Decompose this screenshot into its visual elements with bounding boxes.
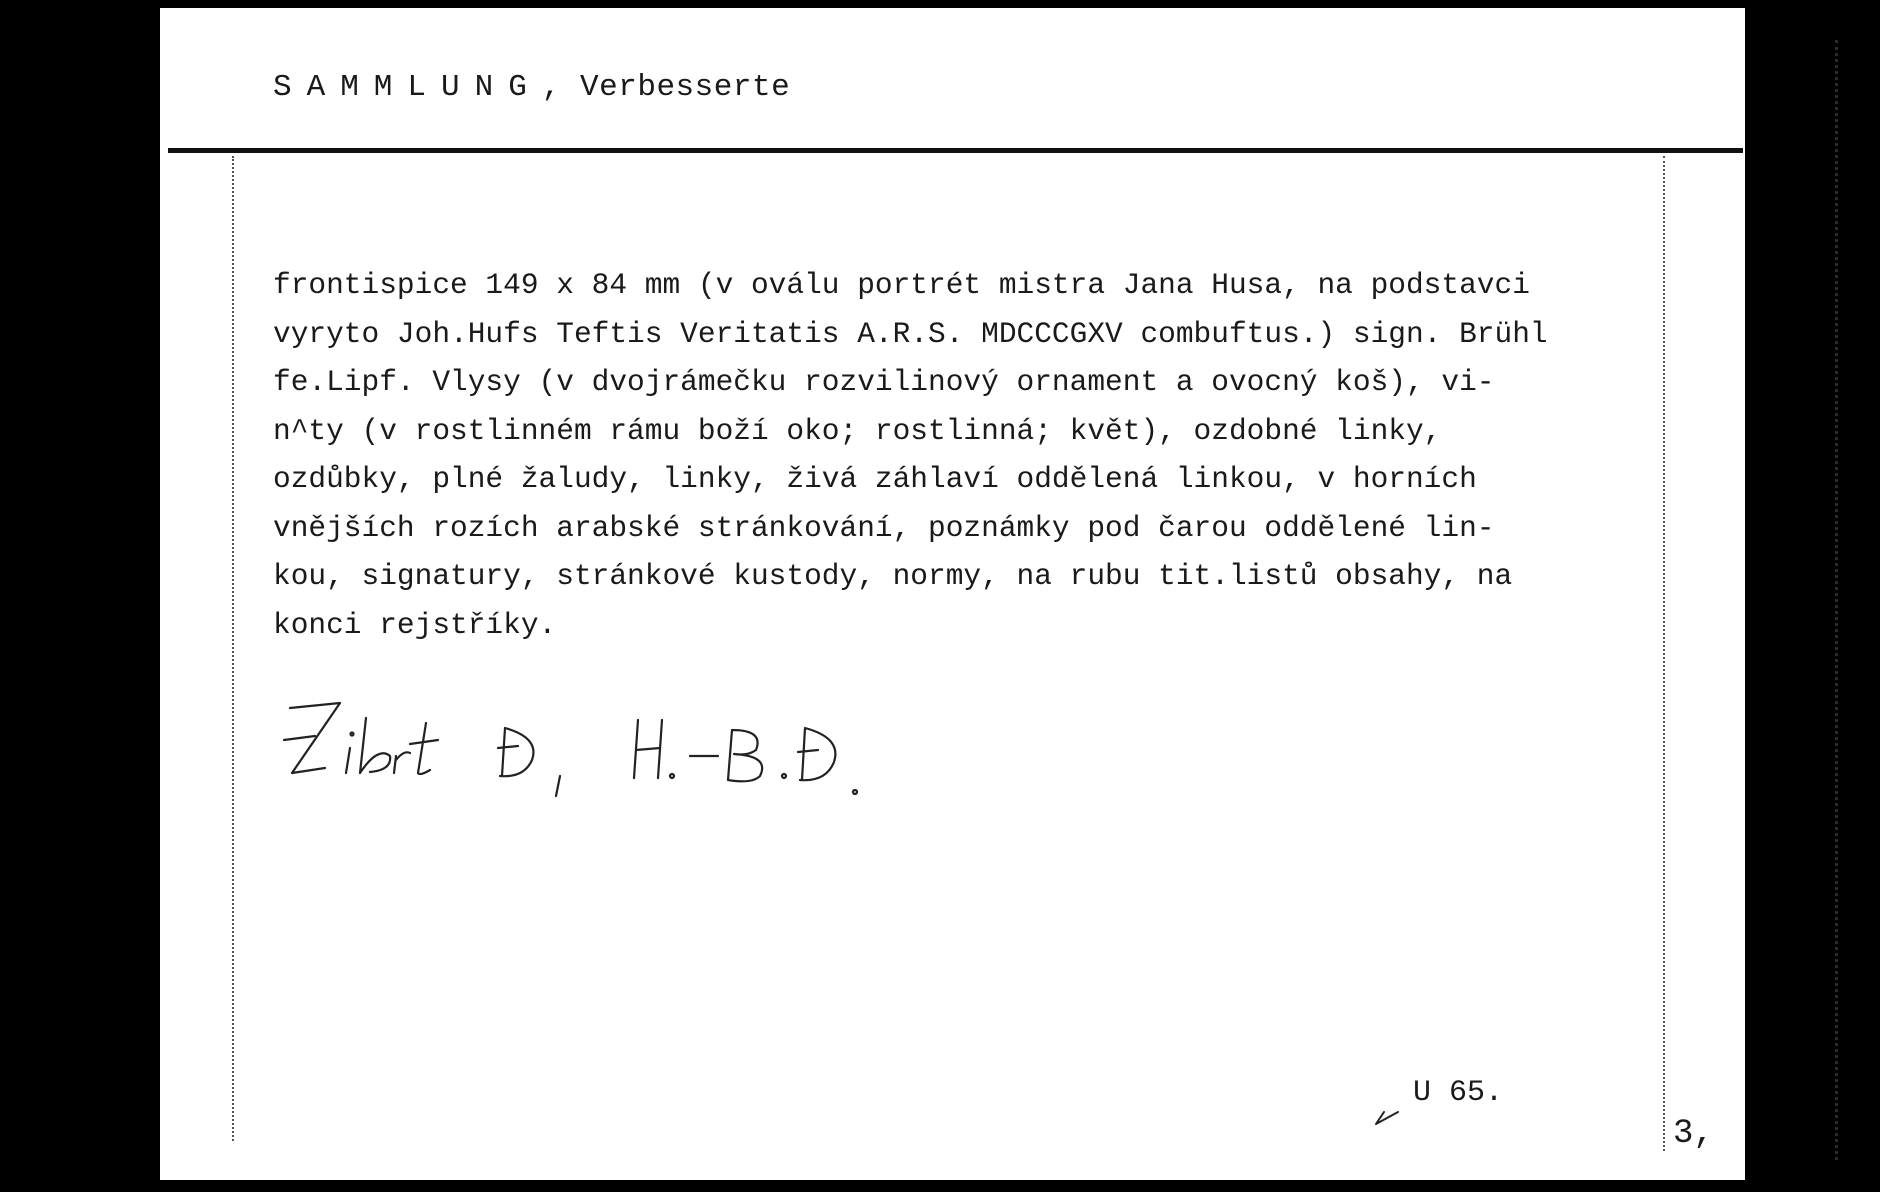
description-line: ozdůbky, plné žaludy, linky, živá záhlaví oddělená linkou, v horních — [273, 462, 1477, 496]
card-heading — [273, 70, 790, 105]
description-line: fe.Lipf. Vlysy (v dvojrámečku rozvilinový ornament a ovocný koš), vi- — [273, 365, 1495, 399]
heading-rule — [168, 148, 1743, 153]
left-margin-line — [232, 156, 234, 1141]
handwritten-note — [270, 698, 870, 833]
catalog-card — [160, 8, 1745, 1180]
card-number: 3, — [1673, 1115, 1714, 1153]
scan-edge-marks — [1835, 40, 1838, 1160]
heading-subtitle: , Verbesserte — [541, 70, 791, 105]
shelfmark: U 65. — [1413, 1076, 1504, 1110]
description-text — [273, 261, 1548, 649]
heading-keyword: SAMMLUNG — [273, 70, 542, 105]
description-line: kou, signatury, stránkové kustody, normy, na rubu tit.listů obsahy, na — [273, 559, 1513, 593]
description-line: frontispice 149 x 84 mm (v oválu portrét mistra Jana Husa, na podstavci — [273, 268, 1530, 302]
description-line: vnějších rozích arabské stránkování, poznámky pod čarou oddělené lin- — [273, 510, 1495, 545]
right-margin-line — [1663, 156, 1665, 1151]
check-mark-icon — [1372, 1098, 1412, 1128]
description-line: vyryto Joh.Hufs Teftis Veritatis A.R.S. MDCCCGXV combuftus.) sign. Brühl — [273, 316, 1548, 351]
description-line: n^ty (v rostlinném rámu boží oko; rostlinná; květ), ozdobné linky, — [273, 413, 1442, 448]
description-line: konci rejstříky. — [273, 607, 557, 642]
